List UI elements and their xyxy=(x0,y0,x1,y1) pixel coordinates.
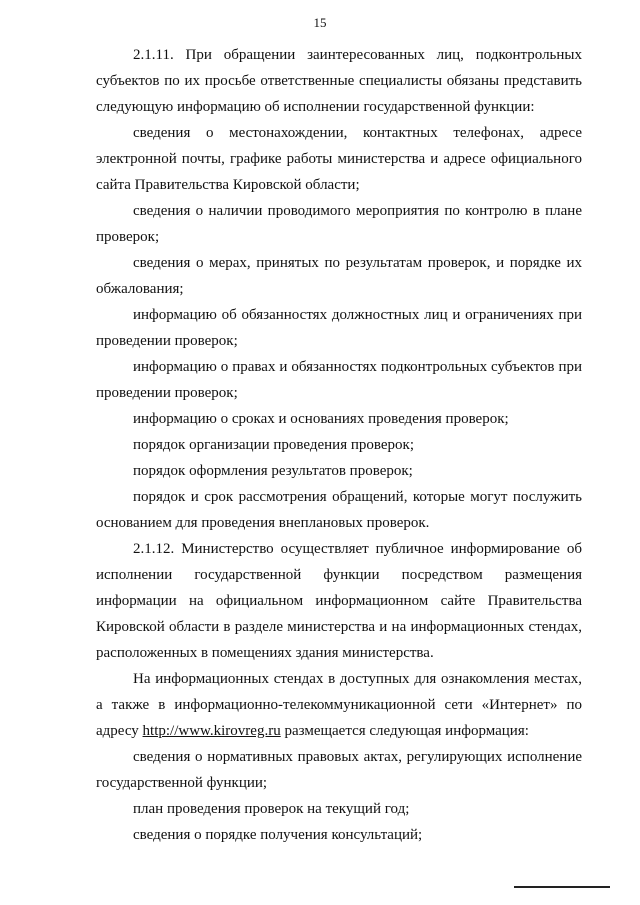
link-after-text: размещается следующая информация: xyxy=(280,723,529,739)
list-item-appeals: порядок и срок рассмотрения обращений, которые могут послужить основанием для проведения внеплановых проверок. xyxy=(96,489,582,531)
list-item-inspection-year-plan: план проведения проверок на текущий год; xyxy=(133,801,410,817)
list-item-measures: сведения о мерах, принятых по результатам проверок, и порядке их обжалования; xyxy=(96,255,582,297)
list-item-consultations: сведения о порядке получения консультаций; xyxy=(133,827,423,843)
list-item-official-duties: информацию об обязанностях должностных лиц и ограничениях при проведении проверок; xyxy=(96,307,582,349)
document-body xyxy=(96,42,582,848)
footer-line xyxy=(514,886,610,888)
list-item-inspection-plan: сведения о наличии проводимого мероприятия по контролю в плане проверок; xyxy=(96,203,582,245)
list-item-inspection-terms: информацию о сроках и основаниях проведения проверок; xyxy=(133,411,509,427)
list-item-inspection-organization: порядок организации проведения проверок; xyxy=(133,437,414,453)
list-item-subject-rights: информацию о правах и обязанностях подконтрольных субъектов при проведении проверок; xyxy=(96,359,582,401)
kirovreg-link[interactable]: http://www.kirovreg.ru xyxy=(142,723,281,739)
list-item-location-info: сведения о местонахождении, контактных телефонах, адресе электронной почты, графике работы министерства и адресе официального сайта Правительства Кировской области; xyxy=(96,125,582,193)
paragraph-2-1-11: 2.1.11. При обращении заинтересованных лиц, подконтрольных субъектов по их просьбе ответственные специалисты обязаны представить следующую информацию об исполнении государственной функции: xyxy=(96,47,582,115)
paragraph-info-stands xyxy=(96,666,582,744)
page-number: 15 xyxy=(313,15,327,30)
list-item-legal-acts: сведения о нормативных правовых актах, регулирующих исполнение государственной функции; xyxy=(96,749,582,791)
paragraph-2-1-12: 2.1.12. Министерство осуществляет публичное информирование об исполнении государственной функции посредством размещения информации на официальном информационном сайте Правительства Кировской области в разделе министерства и на информационных стендах, расположенных в помещениях здания министерства. xyxy=(96,541,582,661)
list-item-inspection-results: порядок оформления результатов проверок; xyxy=(133,463,413,479)
info-stands-text: На информационных стендах в доступных для ознакомления местах, а также в информационно-телекоммуникационной сети «Интернет» по адресу xyxy=(96,671,582,739)
